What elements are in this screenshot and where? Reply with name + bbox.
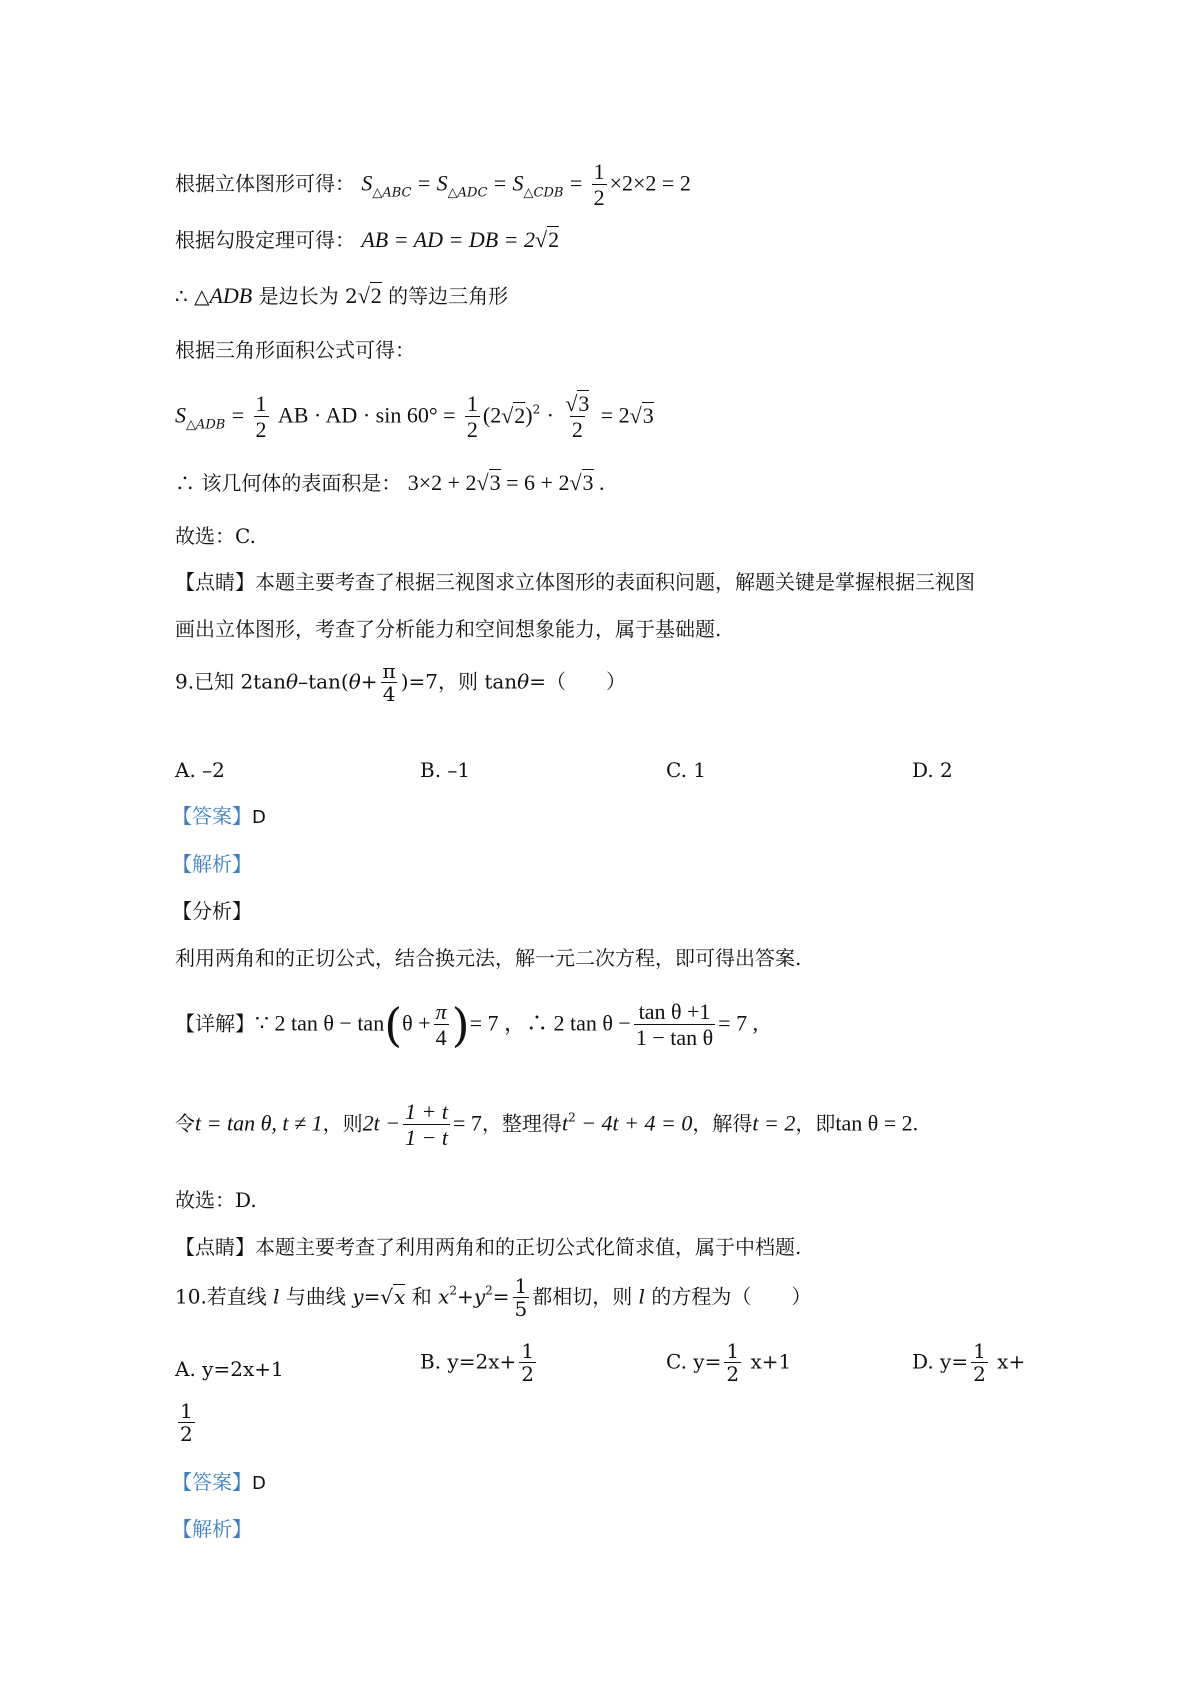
denominator: 2 bbox=[521, 1362, 534, 1386]
radicand: 3 bbox=[642, 402, 654, 428]
radicand: 2 bbox=[370, 283, 382, 308]
exponent: 2 bbox=[485, 1283, 493, 1298]
denominator: 2 bbox=[726, 1362, 740, 1386]
math-sub: △ADC bbox=[447, 185, 488, 201]
comment-line-2: 画出立体图形，考查了分析能力和空间想象能力，属于基础题. bbox=[175, 617, 722, 641]
q-text: =（ ） bbox=[529, 669, 626, 694]
comment-tag: 【点睛】 bbox=[175, 1235, 255, 1259]
numerator: 1 bbox=[726, 1339, 740, 1363]
math-sub: △CDB bbox=[523, 185, 564, 201]
comment-text: 本题主要考查了利用两角和的正切公式化简求值，属于中档题. bbox=[255, 1235, 802, 1259]
fenxi-tag: 【分析】 bbox=[172, 899, 252, 923]
sqrt: √2 bbox=[501, 402, 526, 428]
question-9 bbox=[175, 660, 626, 706]
theta: θ bbox=[286, 669, 299, 694]
denominator: 2 bbox=[180, 1422, 193, 1446]
numerator: 1 bbox=[466, 391, 478, 416]
therefore-triangle: ∴ △ bbox=[175, 284, 210, 308]
option-text: B. y=2x+ bbox=[420, 1349, 517, 1374]
radicand: 2 bbox=[514, 402, 526, 428]
radicand: 2 bbox=[548, 227, 560, 252]
q-text: 和 bbox=[405, 1284, 439, 1309]
numerator: tan θ +1 bbox=[638, 999, 711, 1024]
option-text: C. y= bbox=[666, 1349, 722, 1374]
text: ，解得 bbox=[692, 1111, 753, 1136]
fraction bbox=[254, 392, 269, 442]
math-x: x bbox=[438, 1284, 450, 1309]
comment-line-1 bbox=[175, 570, 975, 594]
math-adb: ADB bbox=[209, 283, 253, 308]
denominator: 4 bbox=[435, 1025, 447, 1051]
math: t = 2 bbox=[752, 1110, 796, 1136]
math: = 7 ，∴ 2 tan θ − bbox=[469, 1010, 631, 1036]
denominator: 5 bbox=[514, 1297, 528, 1321]
math: = 7 bbox=[453, 1110, 482, 1136]
answer-line bbox=[172, 804, 266, 829]
label: ∴ 该几何体的表面积是： bbox=[175, 471, 402, 495]
line-area-formula: 根据三角形面积公式可得： bbox=[175, 338, 415, 362]
fraction bbox=[519, 1340, 536, 1386]
fraction bbox=[971, 1340, 988, 1386]
q-text: 与曲线 bbox=[279, 1284, 353, 1309]
math-s: S bbox=[436, 170, 448, 196]
radicand: 3 bbox=[578, 391, 590, 416]
math-sub: △ABC bbox=[372, 185, 412, 201]
denominator: 2 bbox=[255, 417, 267, 443]
answer-value: D bbox=[252, 807, 266, 828]
q-text: 9.已知 2tan bbox=[175, 669, 287, 694]
text: ，即 bbox=[795, 1111, 836, 1136]
detail-line-2 bbox=[175, 1100, 918, 1150]
exponent: 2 bbox=[532, 402, 541, 417]
q10-option-d-wrap bbox=[175, 1400, 198, 1446]
line-pythagoras bbox=[175, 227, 559, 253]
radicand: 3 bbox=[582, 470, 594, 495]
sqrt: √3 bbox=[629, 402, 654, 428]
math-l: l bbox=[638, 1284, 646, 1309]
option-text: x+1 bbox=[744, 1349, 792, 1374]
q10-option-d bbox=[912, 1340, 1025, 1386]
option-text: D. y= bbox=[912, 1349, 969, 1374]
dot: · bbox=[546, 402, 554, 428]
math: ∵ 2 tan θ − tan bbox=[255, 1010, 385, 1036]
numerator: 1 bbox=[180, 1399, 193, 1423]
plus: + bbox=[360, 669, 378, 694]
math-s: S bbox=[512, 170, 524, 196]
q-text: 10.若直线 bbox=[175, 1284, 274, 1309]
line-surface-area-triangles bbox=[175, 160, 691, 210]
denominator: 1 − t bbox=[405, 1125, 449, 1151]
label: 根据立体图形可得： bbox=[175, 171, 355, 196]
analysis-tag-2: 【解析】 bbox=[172, 1517, 252, 1541]
q10-option-b bbox=[420, 1340, 539, 1386]
answer-value: D bbox=[252, 1473, 266, 1494]
denominator: 2 bbox=[571, 417, 583, 443]
numerator: √3 bbox=[565, 391, 590, 416]
math: t bbox=[561, 1110, 569, 1136]
q-text: )=7，则 tan bbox=[400, 669, 518, 694]
denominator: 1 − tan θ bbox=[635, 1025, 714, 1051]
q10-option-a: A. y=2x+1 bbox=[175, 1357, 284, 1381]
label: 根据勾股定理可得： bbox=[175, 228, 355, 252]
numerator: 1 bbox=[593, 159, 605, 184]
fraction bbox=[178, 1400, 195, 1446]
math: t = tan θ, t ≠ 1 bbox=[195, 1110, 323, 1136]
paren-open: ( bbox=[384, 998, 403, 1053]
period: . bbox=[593, 470, 605, 495]
q10-option-c bbox=[666, 1340, 791, 1386]
line-equilateral bbox=[175, 283, 508, 309]
text: 是边长为 2 bbox=[252, 284, 358, 308]
comment-tag: 【点睛】 bbox=[175, 570, 255, 594]
sqrt: √3 bbox=[569, 470, 594, 495]
math: tan θ = 2 bbox=[835, 1110, 913, 1136]
comment-text: 本题主要考查了根据三视图求立体图形的表面积问题，解题关键是掌握根据三视图 bbox=[255, 570, 975, 594]
answer-tag: 【答案】 bbox=[172, 804, 252, 828]
q-text: 都相切，则 bbox=[532, 1284, 639, 1309]
denominator: 4 bbox=[382, 682, 396, 706]
math-y: y bbox=[473, 1284, 486, 1309]
numerator: π bbox=[435, 999, 447, 1024]
answer-choice-c: 故选：C. bbox=[175, 524, 256, 548]
math-sub: △ADB bbox=[186, 417, 226, 433]
math-eq: = bbox=[493, 170, 507, 196]
radicand: 3 bbox=[489, 470, 501, 495]
text: 令 bbox=[175, 1111, 195, 1136]
fraction bbox=[724, 1340, 741, 1386]
denominator: 2 bbox=[593, 185, 605, 211]
fenxi-text: 利用两角和的正切公式，结合换元法，解一元二次方程，即可得出答案. bbox=[175, 946, 802, 970]
math: = 6 + 2 bbox=[500, 470, 570, 495]
option-a: A. –2 bbox=[175, 758, 225, 782]
sqrt: √2 bbox=[357, 283, 382, 308]
numerator: 1 + t bbox=[405, 1099, 449, 1124]
detail-line-1 bbox=[175, 998, 759, 1053]
fraction bbox=[513, 1275, 530, 1321]
fraction bbox=[563, 392, 591, 442]
denominator: 2 bbox=[973, 1362, 986, 1386]
numerator: 1 bbox=[514, 1274, 528, 1298]
answer-line-2 bbox=[172, 1470, 266, 1495]
option-c: C. 1 bbox=[666, 758, 707, 782]
line-area-calc bbox=[175, 392, 654, 442]
fraction bbox=[381, 660, 398, 706]
math-eq: = bbox=[417, 170, 431, 196]
text: 的等边三角形 bbox=[381, 284, 509, 308]
math-mid: AB · AD · sin 60° = bbox=[277, 402, 456, 428]
numerator: π bbox=[382, 659, 396, 683]
radicand: x bbox=[394, 1284, 406, 1309]
math-eq: = bbox=[231, 402, 245, 428]
math-y: y bbox=[352, 1284, 364, 1309]
math-tail: ×2×2 = 2 bbox=[609, 170, 691, 196]
answer-choice-d: 故选：D. bbox=[175, 1188, 257, 1212]
paren-close: ) bbox=[451, 998, 470, 1053]
sqrt: √3 bbox=[476, 470, 501, 495]
numerator: 1 bbox=[521, 1339, 534, 1363]
line-total-area bbox=[175, 470, 605, 496]
q-text: –tan( bbox=[298, 669, 349, 694]
theta: θ bbox=[348, 669, 361, 694]
sqrt: √x bbox=[380, 1284, 406, 1309]
denominator: 2 bbox=[466, 417, 478, 443]
math: 3×2 + 2 bbox=[407, 470, 477, 495]
math-s: S bbox=[361, 170, 373, 196]
analysis-tag: 【解析】 bbox=[172, 852, 252, 876]
math: 2t − bbox=[362, 1110, 401, 1136]
paren: (2 bbox=[482, 402, 502, 428]
period: . bbox=[912, 1110, 919, 1136]
math-eq: = 2 bbox=[600, 402, 630, 428]
detail-tag: 【详解】 bbox=[175, 1011, 255, 1036]
option-d: D. 2 bbox=[912, 758, 953, 782]
exponent: 2 bbox=[568, 1110, 576, 1125]
numerator: 1 bbox=[973, 1339, 986, 1363]
q-text: 的方程为（ ） bbox=[645, 1284, 812, 1309]
option-b: B. –1 bbox=[420, 758, 471, 782]
paren: ) bbox=[525, 402, 533, 428]
text: ，则 bbox=[322, 1111, 363, 1136]
math-l: l bbox=[273, 1284, 280, 1309]
question-10 bbox=[175, 1275, 811, 1321]
comment-line-3 bbox=[175, 1235, 801, 1259]
fraction bbox=[634, 1000, 715, 1050]
answer-tag: 【答案】 bbox=[172, 1470, 252, 1494]
text: ，整理得 bbox=[481, 1111, 562, 1136]
exponent: 2 bbox=[449, 1283, 458, 1298]
theta: θ bbox=[517, 669, 530, 694]
fraction bbox=[434, 1000, 449, 1050]
math: − 4t + 4 = 0 bbox=[575, 1110, 693, 1136]
option-text: x+ bbox=[990, 1349, 1026, 1374]
fraction bbox=[592, 160, 607, 210]
math-s: S bbox=[175, 402, 186, 428]
math-expr: AB = AD = DB = 2 bbox=[361, 227, 536, 252]
math: = 7 , bbox=[718, 1010, 759, 1036]
eq: = bbox=[363, 1284, 381, 1309]
fraction bbox=[403, 1100, 450, 1150]
eq: = bbox=[492, 1284, 510, 1309]
numerator: 1 bbox=[255, 391, 267, 416]
sqrt: √2 bbox=[535, 227, 560, 252]
fraction bbox=[465, 392, 480, 442]
plus: + bbox=[457, 1284, 474, 1309]
math: θ + bbox=[402, 1010, 431, 1036]
math-eq: = bbox=[569, 170, 583, 196]
